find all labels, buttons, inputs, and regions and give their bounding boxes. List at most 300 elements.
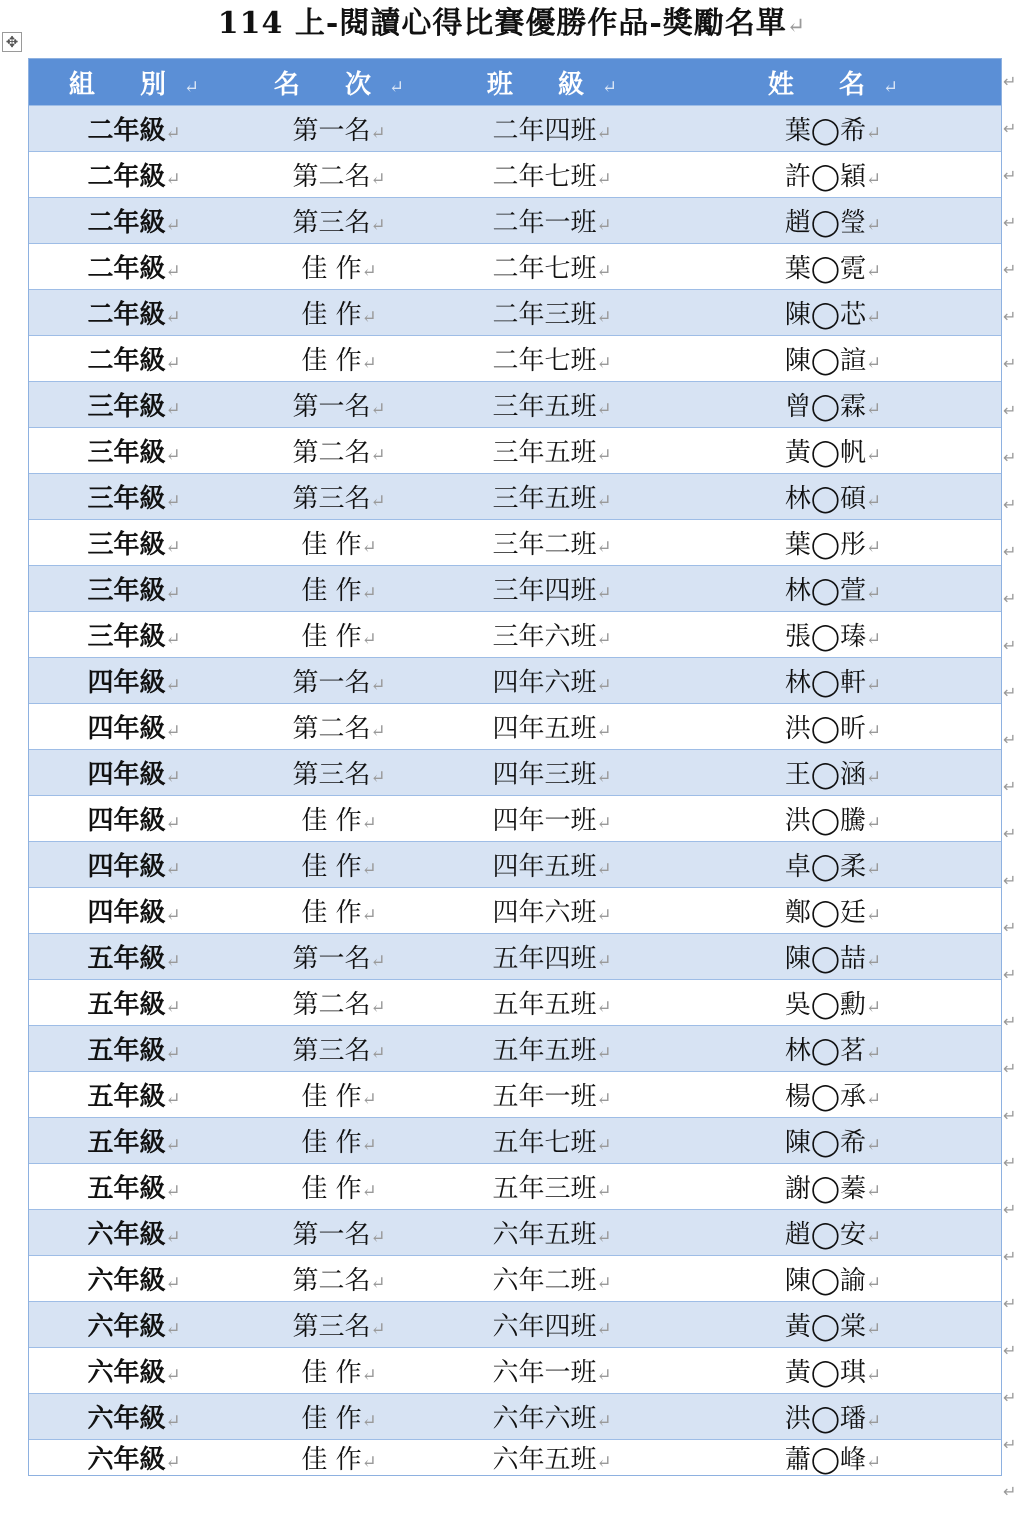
cell-grade	[29, 1214, 239, 1251]
paragraph-mark: ↵	[361, 261, 377, 282]
cell-rank	[239, 800, 439, 837]
cell-text: 六年級	[87, 1445, 166, 1475]
cell-rank	[239, 708, 439, 745]
table-row	[29, 243, 1001, 289]
paragraph-mark: ↵	[370, 767, 386, 788]
cell-text: 第一名	[292, 392, 371, 422]
paragraph-mark: ↵	[596, 1319, 612, 1340]
table-row	[29, 611, 1001, 657]
paragraph-mark: ↵	[370, 1043, 386, 1064]
table-row	[29, 1163, 1001, 1209]
paragraph-mark: ↵	[165, 905, 181, 926]
row-end-mark: ↵	[1003, 777, 1017, 796]
paragraph-mark: ↵	[361, 1365, 377, 1386]
cell-class	[439, 1260, 665, 1297]
cell-text: 六年級	[87, 1266, 166, 1296]
header-rank: 名 次↵	[273, 69, 405, 100]
header-name: 姓 名↵	[767, 69, 899, 100]
cell-text: 三年二班	[492, 530, 597, 560]
table-row	[29, 1071, 1001, 1117]
cell-text: 六年五班	[492, 1220, 597, 1250]
cell-class	[439, 386, 665, 423]
cell-text: 林◯萱	[784, 576, 866, 606]
paragraph-mark: ↵	[370, 399, 386, 420]
cell-text: 五年四班	[492, 944, 597, 974]
cell-name	[665, 1214, 1001, 1251]
cell-class	[439, 708, 665, 745]
paragraph-mark: ↵	[866, 583, 882, 604]
cell-class	[439, 248, 665, 285]
cell-rank	[239, 248, 439, 285]
table-row	[29, 105, 1001, 151]
cell-class	[439, 432, 665, 469]
paragraph-mark: ↵	[165, 997, 181, 1018]
cell-grade	[29, 156, 239, 193]
table-row	[29, 427, 1001, 473]
header-class: 班 級↵	[486, 69, 618, 100]
cell-grade	[29, 662, 239, 699]
cell-name	[665, 386, 1001, 423]
cell-class	[439, 340, 665, 377]
cell-rank	[239, 1306, 439, 1343]
cell-class	[439, 1122, 665, 1159]
paragraph-mark: ↵	[596, 813, 612, 834]
table-row	[29, 795, 1001, 841]
cell-grade	[29, 1260, 239, 1297]
row-end-mark: ↵	[1003, 1247, 1017, 1266]
table-row	[29, 565, 1001, 611]
cell-name	[665, 110, 1001, 147]
cell-text: 第三名	[292, 1036, 371, 1066]
cell-class	[439, 202, 665, 239]
paragraph-mark: ↵	[165, 675, 181, 696]
cell-text: 五年七班	[492, 1128, 597, 1158]
cell-name	[665, 662, 1001, 699]
cell-text: 二年七班	[492, 162, 597, 192]
paragraph-mark: ↵	[370, 951, 386, 972]
cell-text: 三年五班	[492, 392, 597, 422]
table-row	[29, 151, 1001, 197]
table-row	[29, 473, 1001, 519]
cell-text: 五年三班	[492, 1174, 597, 1204]
cell-text: 王◯涵	[784, 760, 866, 790]
cell-text: 四年六班	[492, 668, 597, 698]
cell-text: 三年級	[87, 438, 166, 468]
page-title	[0, 6, 1024, 45]
paragraph-mark: ↵	[165, 1365, 181, 1386]
cell-text: 六年級	[87, 1220, 166, 1250]
cell-rank	[239, 432, 439, 469]
cell-name	[665, 800, 1001, 837]
cell-name	[665, 524, 1001, 561]
cell-text: 第一名	[292, 116, 371, 146]
cell-grade	[29, 1076, 239, 1113]
table-row	[29, 1025, 1001, 1071]
cell-class	[439, 156, 665, 193]
row-end-mark: ↵	[1003, 589, 1017, 608]
cell-text: 第三名	[292, 760, 371, 790]
cell-text: 葉◯霓	[784, 254, 866, 284]
paragraph-mark: ↵	[596, 859, 612, 880]
cell-name	[665, 432, 1001, 469]
cell-grade	[29, 432, 239, 469]
cell-text: 第二名	[292, 1266, 371, 1296]
cell-grade	[29, 110, 239, 147]
paragraph-mark: ↵	[596, 491, 612, 512]
cell-text: 佳 作	[301, 1174, 362, 1204]
table-row	[29, 1393, 1001, 1439]
paragraph-mark: ↵	[866, 1181, 882, 1202]
table-row	[29, 749, 1001, 795]
paragraph-mark: ↵	[165, 261, 181, 282]
row-end-mark: ↵	[1003, 683, 1017, 702]
cell-text: 五年級	[87, 1174, 166, 1204]
cell-class	[439, 616, 665, 653]
table-row	[29, 1301, 1001, 1347]
row-end-mark: ↵	[1003, 542, 1017, 561]
cell-text: 佳 作	[301, 254, 362, 284]
cell-rank	[239, 1076, 439, 1113]
cell-class	[439, 1214, 665, 1251]
paragraph-mark: ↵	[370, 491, 386, 512]
paragraph-mark: ↵	[596, 1181, 612, 1202]
cell-text: 六年四班	[492, 1312, 597, 1342]
cell-class	[439, 1306, 665, 1343]
row-end-mark: ↵	[1003, 1294, 1017, 1313]
paragraph-mark: ↵	[370, 123, 386, 144]
cell-rank	[239, 340, 439, 377]
paragraph-mark: ↵	[866, 905, 882, 926]
cell-text: 二年四班	[492, 116, 597, 146]
cell-rank	[239, 1214, 439, 1251]
paragraph-mark: ↵	[361, 1181, 377, 1202]
cell-text: 四年五班	[492, 714, 597, 744]
cell-text: 陳◯芯	[784, 300, 866, 330]
paragraph-mark: ↵	[361, 1411, 377, 1432]
cell-rank	[239, 1260, 439, 1297]
paragraph-mark: ↵	[596, 1273, 612, 1294]
paragraph-mark: ↵	[370, 445, 386, 466]
paragraph-mark: ↵	[165, 491, 181, 512]
table-header-row	[29, 59, 1001, 105]
table-row	[29, 1255, 1001, 1301]
paragraph-mark: ↵	[866, 767, 882, 788]
paragraph-mark: ↵	[866, 997, 882, 1018]
paragraph-mark: ↵	[361, 353, 377, 374]
cell-grade	[29, 846, 239, 883]
paragraph-mark: ↵	[866, 1365, 882, 1386]
cell-name	[665, 1352, 1001, 1389]
cell-text: 佳 作	[301, 1128, 362, 1158]
cell-name	[665, 1260, 1001, 1297]
paragraph-mark: ↵	[596, 721, 612, 742]
cell-grade	[29, 386, 239, 423]
paragraph-mark: ↵	[866, 951, 882, 972]
cell-grade	[29, 248, 239, 285]
paragraph-mark: ↵	[866, 1452, 882, 1473]
paragraph-mark: ↵	[866, 353, 882, 374]
cell-class	[439, 938, 665, 975]
paragraph-mark: ↵	[596, 1365, 612, 1386]
cell-name	[665, 984, 1001, 1021]
row-end-mark: ↵	[1003, 1200, 1017, 1219]
paragraph-mark: ↵	[361, 859, 377, 880]
cell-grade	[29, 1306, 239, 1343]
cell-text: 卓◯柔	[784, 852, 866, 882]
paragraph-mark: ↵	[370, 1273, 386, 1294]
cell-text: 陳◯希	[784, 1128, 866, 1158]
table-row	[29, 1347, 1001, 1393]
paragraph-mark: ↵	[866, 1411, 882, 1432]
paragraph-mark: ↵	[370, 721, 386, 742]
cell-rank	[239, 1352, 439, 1389]
cell-grade	[29, 800, 239, 837]
paragraph-mark: ↵	[361, 905, 377, 926]
paragraph-mark: ↵	[866, 1135, 882, 1156]
cell-rank	[239, 570, 439, 607]
table-row	[29, 197, 1001, 243]
cell-name	[665, 1439, 1001, 1476]
row-end-mark: ↵	[1003, 1012, 1017, 1031]
cell-text: 佳 作	[301, 852, 362, 882]
cell-text: 第三名	[292, 1312, 371, 1342]
cell-text: 佳 作	[301, 1358, 362, 1388]
table-row	[29, 703, 1001, 749]
cell-class	[439, 1076, 665, 1113]
paragraph-mark: ↵	[596, 997, 612, 1018]
cell-name	[665, 340, 1001, 377]
cell-grade	[29, 616, 239, 653]
paragraph-mark: ↵	[165, 123, 181, 144]
cell-grade	[29, 478, 239, 515]
cell-text: 陳◯喆	[784, 944, 866, 974]
table-row	[29, 657, 1001, 703]
cell-text: 二年級	[87, 162, 166, 192]
cell-rank	[239, 1030, 439, 1067]
cell-text: 二年三班	[492, 300, 597, 330]
paragraph-mark: ↵	[165, 859, 181, 880]
cell-text: 林◯軒	[784, 668, 866, 698]
cell-class	[439, 294, 665, 331]
cell-text: 洪◯昕	[784, 714, 866, 744]
cell-text: 二年七班	[492, 254, 597, 284]
paragraph-mark: ↵	[596, 675, 612, 696]
paragraph-mark: ↵	[361, 1452, 377, 1473]
paragraph-mark: ↵	[165, 215, 181, 236]
row-end-mark: ↵	[1003, 495, 1017, 514]
cell-grade	[29, 984, 239, 1021]
cell-text: 吳◯勳	[784, 990, 866, 1020]
cell-text: 五年級	[87, 1082, 166, 1112]
cell-name	[665, 754, 1001, 791]
paragraph-mark: ↵	[866, 813, 882, 834]
row-end-mark: ↵	[1003, 1153, 1017, 1172]
cell-grade	[29, 1168, 239, 1205]
row-end-mark: ↵	[1003, 72, 1017, 91]
end-of-row-marks	[1003, 58, 1021, 1515]
row-end-mark: ↵	[1003, 213, 1017, 232]
paragraph-mark: ↵	[370, 1319, 386, 1340]
paragraph-mark: ↵	[165, 1273, 181, 1294]
row-end-mark: ↵	[1003, 401, 1017, 420]
cell-text: 三年級	[87, 576, 166, 606]
cell-text: 曾◯霖	[784, 392, 866, 422]
row-end-mark: ↵	[1003, 824, 1017, 843]
cell-text: 五年級	[87, 944, 166, 974]
paragraph-mark: ↵	[866, 1227, 882, 1248]
row-end-mark: ↵	[1003, 1341, 1017, 1360]
row-end-mark: ↵	[1003, 166, 1017, 185]
paragraph-mark: ↵	[361, 1089, 377, 1110]
cell-name	[665, 570, 1001, 607]
paragraph-mark: ↵	[165, 951, 181, 972]
cell-text: 佳 作	[301, 1082, 362, 1112]
cell-name	[665, 1030, 1001, 1067]
cell-class	[439, 754, 665, 791]
paragraph-mark: ↵	[866, 1089, 882, 1110]
cell-class	[439, 800, 665, 837]
paragraph-mark: ↵	[866, 859, 882, 880]
paragraph-mark: ↵	[165, 721, 181, 742]
row-end-mark: ↵	[1003, 448, 1017, 467]
cell-name	[665, 938, 1001, 975]
cell-name	[665, 1122, 1001, 1159]
paragraph-mark: ↵	[866, 169, 882, 190]
table-body	[29, 105, 1001, 1475]
paragraph-mark: ↵	[165, 445, 181, 466]
row-end-mark: ↵	[1003, 871, 1017, 890]
cell-rank	[239, 892, 439, 929]
row-end-mark: ↵	[1003, 918, 1017, 937]
cell-text: 四年級	[87, 668, 166, 698]
cell-name	[665, 846, 1001, 883]
paragraph-mark: ↵	[866, 721, 882, 742]
cell-class	[439, 846, 665, 883]
paragraph-mark: ↵	[866, 123, 882, 144]
paragraph-mark: ↵	[165, 1135, 181, 1156]
cell-text: 三年級	[87, 622, 166, 652]
cell-class	[439, 570, 665, 607]
cell-grade	[29, 202, 239, 239]
paragraph-mark: ↵	[596, 169, 612, 190]
paragraph-mark: ↵	[866, 491, 882, 512]
cell-text: 二年七班	[492, 346, 597, 376]
cell-class	[439, 1398, 665, 1435]
cell-rank	[239, 1168, 439, 1205]
cell-text: 四年五班	[492, 852, 597, 882]
cell-name	[665, 156, 1001, 193]
page-title-text: 114 上-閱讀心得比賽優勝作品-獎勵名單	[217, 6, 787, 41]
cell-name	[665, 248, 1001, 285]
paragraph-mark: ↵	[866, 445, 882, 466]
table-row	[29, 1117, 1001, 1163]
cell-class	[439, 1352, 665, 1389]
cell-text: 五年級	[87, 1128, 166, 1158]
cell-grade	[29, 1439, 239, 1476]
cell-text: 林◯茗	[784, 1036, 866, 1066]
cell-text: 六年五班	[492, 1445, 597, 1475]
cell-text: 第一名	[292, 1220, 371, 1250]
cell-grade	[29, 892, 239, 929]
cell-text: 六年級	[87, 1312, 166, 1342]
paragraph-mark: ↵	[866, 1273, 882, 1294]
cell-text: 四年級	[87, 760, 166, 790]
cell-text: 張◯瑧	[784, 622, 866, 652]
table-row	[29, 933, 1001, 979]
table-row	[29, 841, 1001, 887]
cell-class	[439, 478, 665, 515]
paragraph-mark: ↵	[165, 1043, 181, 1064]
cell-text: 謝◯蓁	[784, 1174, 866, 1204]
paragraph-mark: ↵	[370, 169, 386, 190]
cell-grade	[29, 1030, 239, 1067]
cell-grade	[29, 570, 239, 607]
cell-rank	[239, 110, 439, 147]
cell-text: 三年級	[87, 530, 166, 560]
paragraph-mark: ↵	[596, 1089, 612, 1110]
cell-class	[439, 1168, 665, 1205]
cell-class	[439, 1439, 665, 1476]
cell-name	[665, 892, 1001, 929]
paragraph-mark: ↵	[596, 1135, 612, 1156]
cell-rank	[239, 202, 439, 239]
cell-text: 葉◯彤	[784, 530, 866, 560]
cell-text: 三年級	[87, 484, 166, 514]
cell-text: 四年級	[87, 806, 166, 836]
award-table	[28, 58, 1002, 1476]
cell-text: 黃◯棠	[784, 1312, 866, 1342]
paragraph-mark: ↵	[596, 1227, 612, 1248]
paragraph-mark: ↵	[866, 629, 882, 650]
paragraph-mark: ↵	[361, 537, 377, 558]
paragraph-mark: ↵	[866, 537, 882, 558]
table-move-handle-icon[interactable]: ✥	[2, 32, 22, 52]
paragraph-mark: ↵	[866, 307, 882, 328]
cell-name	[665, 1168, 1001, 1205]
cell-text: 趙◯安	[784, 1220, 866, 1250]
cell-text: 六年二班	[492, 1266, 597, 1296]
cell-grade	[29, 1122, 239, 1159]
paragraph-mark: ↵	[866, 399, 882, 420]
cell-text: 六年一班	[492, 1358, 597, 1388]
cell-rank	[239, 1439, 439, 1476]
row-end-mark: ↵	[1003, 965, 1017, 984]
table-row	[29, 1209, 1001, 1255]
cell-text: 六年級	[87, 1358, 166, 1388]
row-end-mark: ↵	[1003, 730, 1017, 749]
paragraph-mark: ↵	[165, 307, 181, 328]
row-end-mark: ↵	[1003, 1106, 1017, 1125]
cell-class	[439, 1030, 665, 1067]
paragraph-mark: ↵	[165, 1411, 181, 1432]
paragraph-mark: ↵	[596, 353, 612, 374]
paragraph-mark: ↵	[866, 1319, 882, 1340]
row-end-mark: ↵	[1003, 119, 1017, 138]
cell-text: 二年級	[87, 300, 166, 330]
paragraph-mark: ↵	[361, 307, 377, 328]
table-row	[29, 1439, 1001, 1475]
paragraph-mark: ↵	[370, 215, 386, 236]
paragraph-mark: ↵	[361, 813, 377, 834]
cell-name	[665, 708, 1001, 745]
cell-text: 鄭◯廷	[784, 898, 866, 928]
cell-name	[665, 294, 1001, 331]
row-end-mark: ↵	[1003, 1435, 1017, 1454]
cell-text: 林◯碩	[784, 484, 866, 514]
cell-text: 三年五班	[492, 484, 597, 514]
cell-text: 趙◯瑩	[784, 208, 866, 238]
paragraph-mark: ↵	[165, 399, 181, 420]
